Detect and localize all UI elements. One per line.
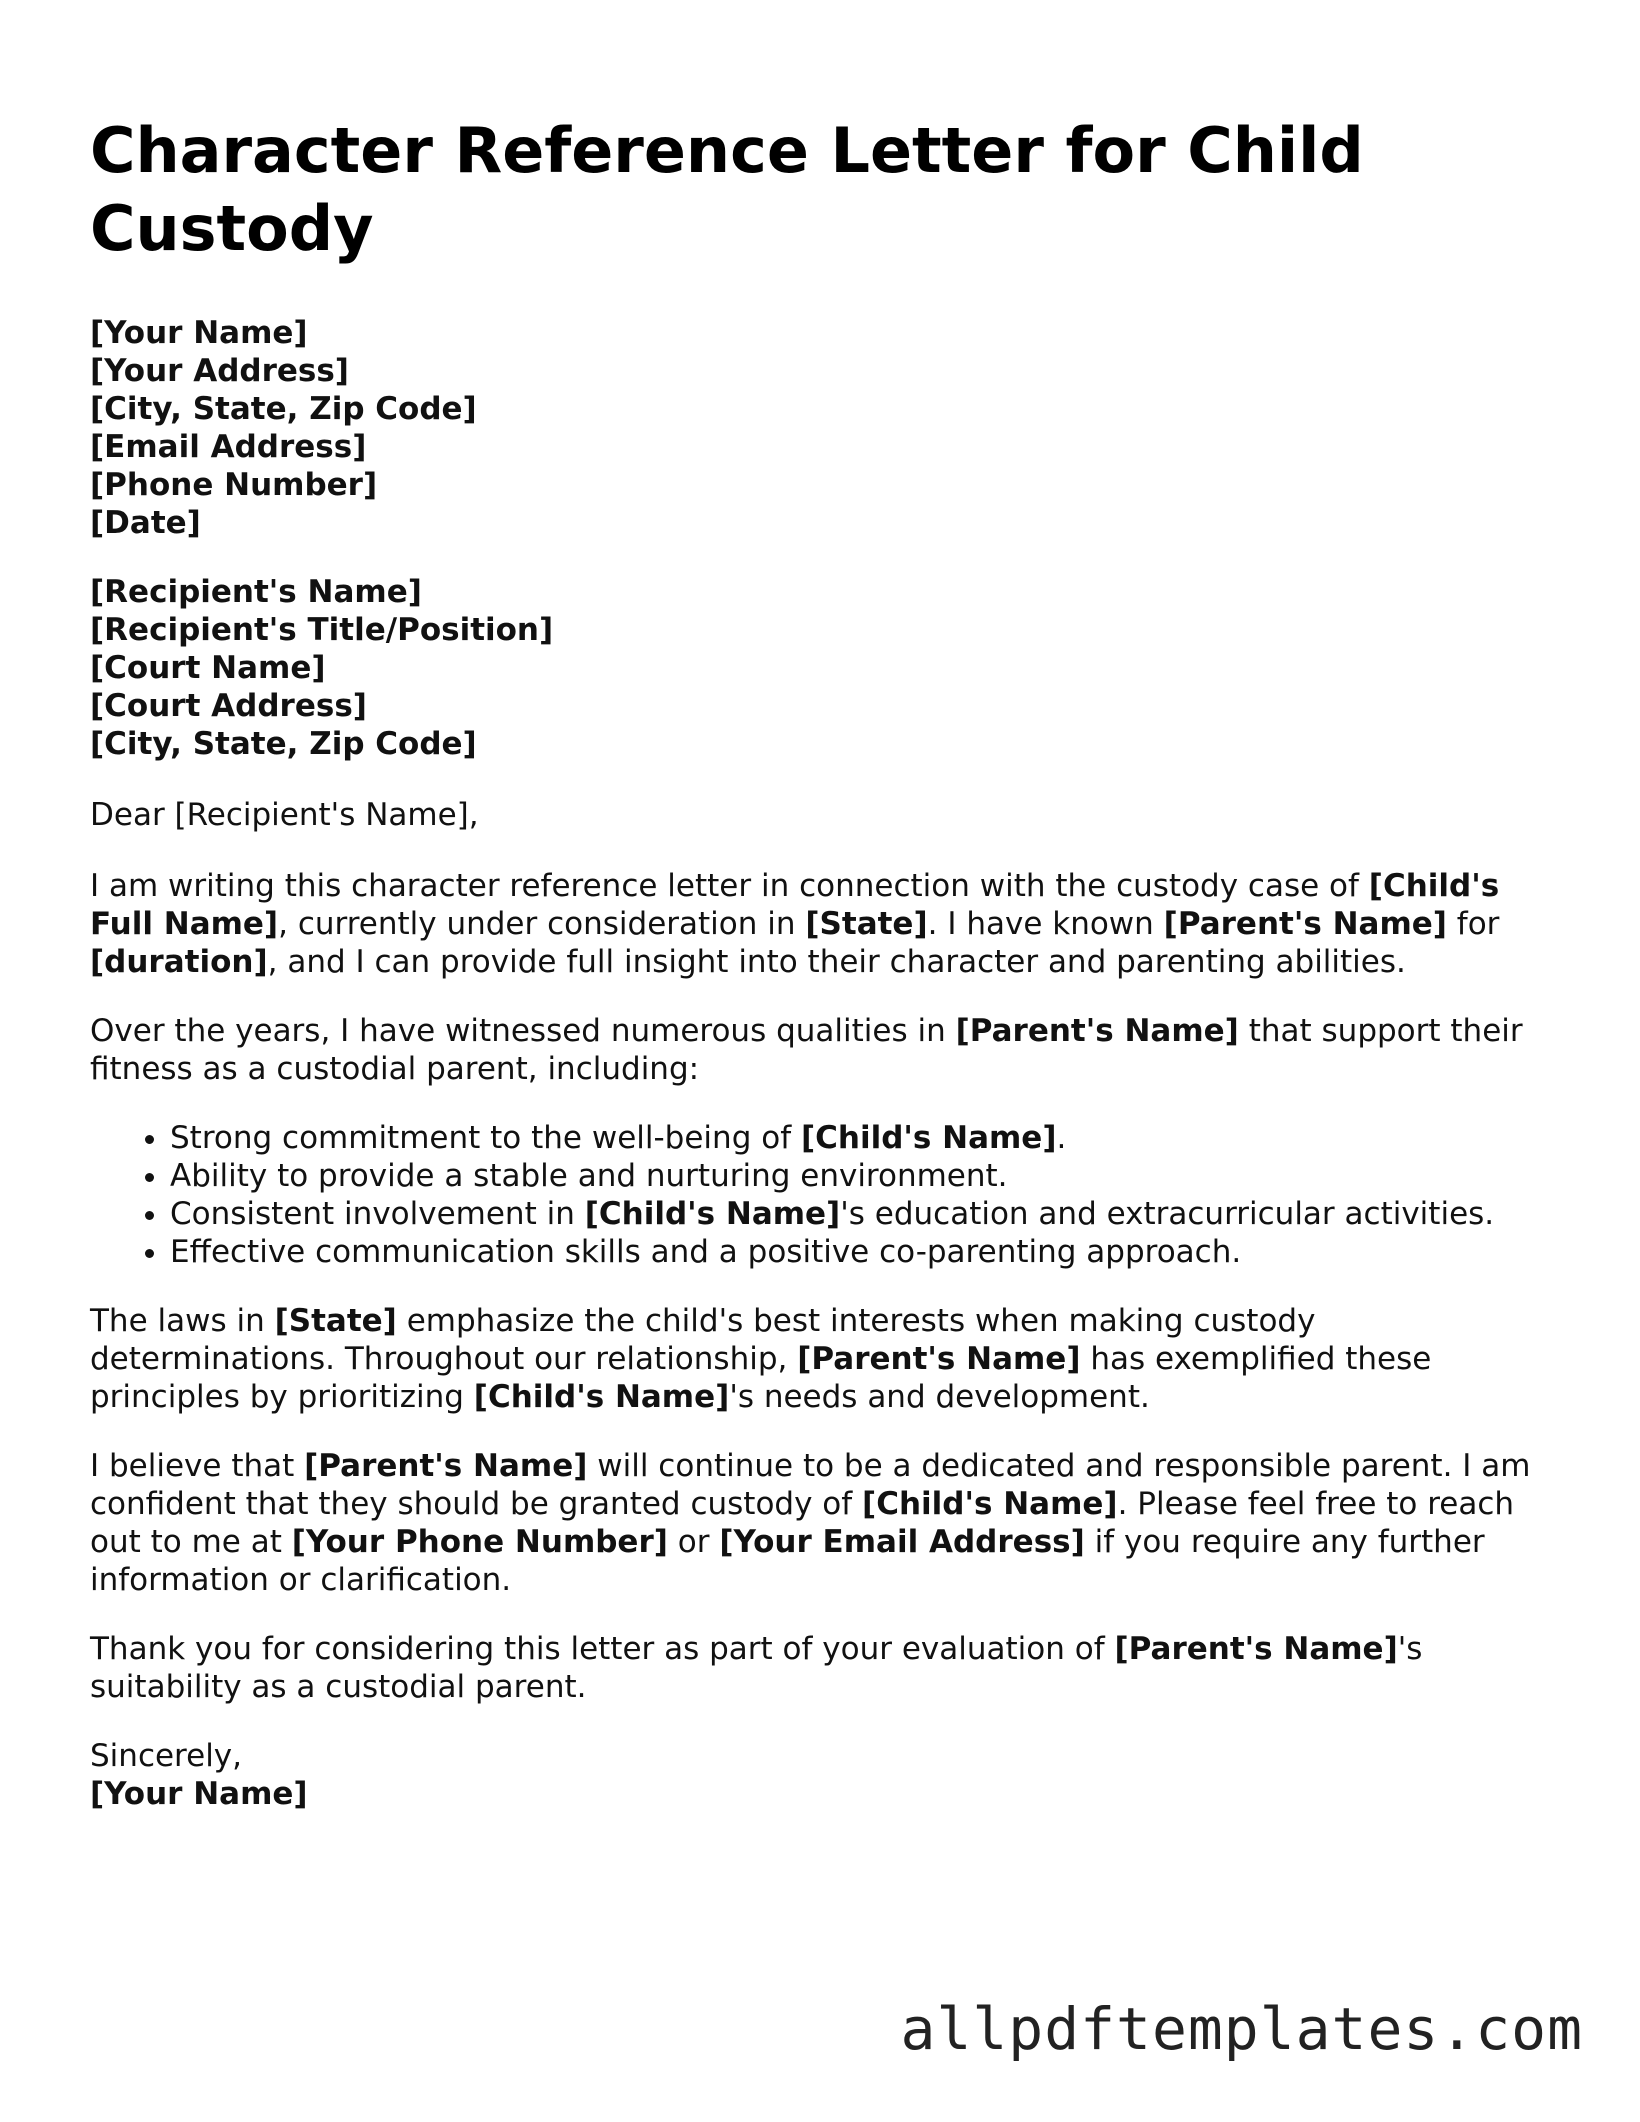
text-segment: I believe that (90, 1448, 305, 1484)
placeholder-child-name: [Child's Name] (473, 1379, 730, 1415)
placeholder-parent-name: [Parent's Name] (955, 1013, 1239, 1049)
text-segment: emphasize the child's best interests when making custody determinations. Throughout our relationship, (90, 1303, 1316, 1377)
text-segment: for (1446, 906, 1500, 942)
placeholder-phone-number: [Your Phone Number] (291, 1524, 668, 1560)
paragraph-thanks (90, 1630, 1560, 1706)
sender-address-block (90, 314, 1560, 542)
recipient-title: [Recipient's Title/Position] (90, 612, 554, 648)
text-segment: 's suitability as a custodial parent. (90, 1631, 1423, 1705)
text-segment: 's needs and development. (729, 1379, 1150, 1415)
text-segment: or (667, 1524, 720, 1560)
placeholder-child-name: [Child's Name] (584, 1196, 841, 1232)
placeholder-child-name: [Child's Name] (862, 1486, 1118, 1522)
list-item (170, 1195, 1560, 1233)
letter-date: [Date] (90, 505, 201, 541)
placeholder-parent-name: [Parent's Name] (797, 1341, 1081, 1377)
letter-page (90, 112, 1560, 1813)
placeholder-parent-name: [Parent's Name] (304, 1448, 588, 1484)
text-segment: . I have known (927, 906, 1164, 942)
closing-block (90, 1737, 1560, 1813)
list-item (170, 1157, 1560, 1195)
sender-name: [Your Name] (90, 315, 308, 351)
court-name: [Court Name] (90, 650, 326, 686)
text-segment: The laws in (90, 1303, 275, 1339)
placeholder-email-address: [Your Email Address] (719, 1524, 1085, 1560)
paragraph-intro (90, 867, 1560, 981)
placeholder-child-full-name: [Child's Full Name] (90, 868, 1500, 942)
placeholder-parent-name: [Parent's Name] (1163, 906, 1447, 942)
placeholder-duration: [duration] (90, 944, 268, 980)
text-segment: , currently under consideration in (278, 906, 806, 942)
text-segment: , and I can provide full insight into their character and parenting abilities. (267, 944, 1406, 980)
placeholder-state: [State] (274, 1303, 397, 1339)
text-segment: Consistent involvement in (170, 1196, 585, 1232)
text-segment: Ability to provide a stable and nurturing environment. (170, 1158, 1008, 1194)
text-segment: Thank you for considering this letter as part of your evaluation of (90, 1631, 1115, 1667)
recipient-name: [Recipient's Name] (90, 574, 422, 610)
placeholder-child-name: [Child's Name] (800, 1120, 1057, 1156)
sender-city-state-zip: [City, State, Zip Code] (90, 391, 477, 427)
recipient-address-block (90, 573, 1560, 763)
text-segment: . Please feel free to reach out to me at (90, 1486, 1515, 1560)
text-segment: 's education and extracurricular activities. (840, 1196, 1495, 1232)
placeholder-state: [State] (805, 906, 928, 942)
court-address: [Court Address] (90, 688, 367, 724)
text-segment: Strong commitment to the well-being of (170, 1120, 801, 1156)
sender-phone: [Phone Number] (90, 467, 378, 503)
signature-name: [Your Name] (90, 1776, 308, 1812)
paragraph-laws (90, 1302, 1560, 1416)
text-segment: I am writing this character reference letter in connection with the custody case of (90, 868, 1369, 904)
text-segment: . (1056, 1120, 1067, 1156)
paragraph-belief (90, 1447, 1560, 1599)
site-watermark: allpdftemplates.com (900, 1995, 1583, 2063)
court-city-state-zip: [City, State, Zip Code] (90, 726, 477, 762)
salutation: Dear [Recipient's Name], (90, 797, 479, 833)
text-segment: Effective communication skills and a positive co-parenting approach. (170, 1234, 1242, 1270)
text-segment: has exemplified these principles by prioritizing (90, 1341, 1432, 1415)
list-item (170, 1233, 1560, 1271)
page-title: Character Reference Letter for Child Custody (90, 114, 1364, 265)
qualities-list (90, 1119, 1560, 1271)
text-segment: if you require any further information or clarification. (90, 1524, 1485, 1598)
text-segment: will continue to be a dedicated and responsible parent. I am confident that they should be granted custody of (90, 1448, 1531, 1522)
paragraph-qualities-intro (90, 1012, 1560, 1088)
text-segment: Over the years, I have witnessed numerous qualities in (90, 1013, 956, 1049)
sender-address: [Your Address] (90, 353, 349, 389)
text-segment: that support their fitness as a custodial parent, including: (90, 1013, 1523, 1087)
sender-email: [Email Address] (90, 429, 367, 465)
list-item (170, 1119, 1560, 1157)
placeholder-parent-name: [Parent's Name] (1114, 1631, 1398, 1667)
sign-off: Sincerely, (90, 1738, 243, 1774)
